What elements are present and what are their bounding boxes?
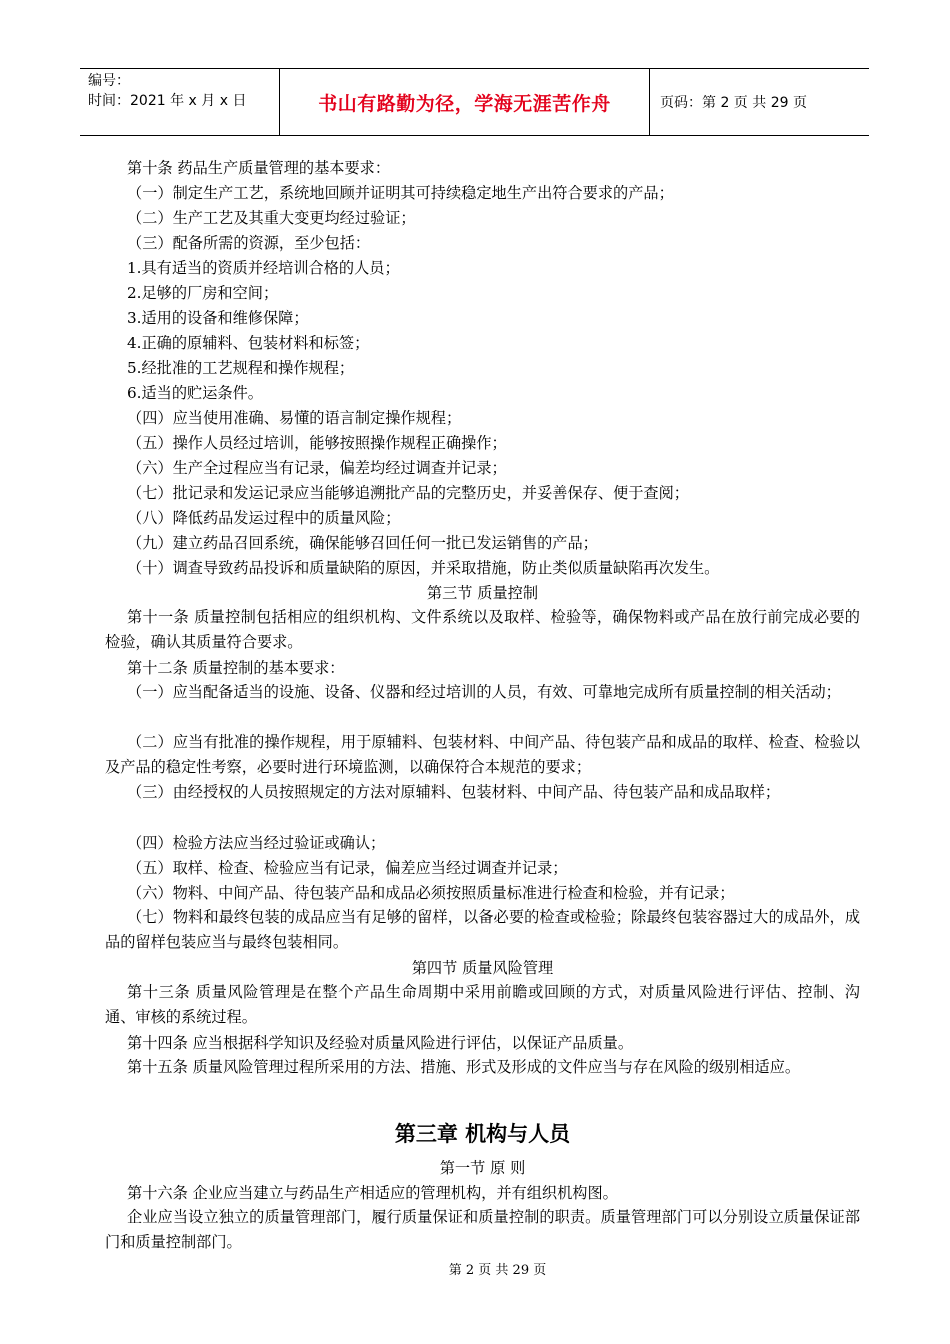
article-12-item-1: （一）应当配备适当的设施、设备、仪器和经过培训的人员，有效、可靠地完成所有质量控制的相关活动； [127,683,841,701]
header-motto: 书山有路勤为径，学海无涯苦作舟 [280,69,650,135]
article-13: 第十三条 质量风险管理是在整个产品生命周期中采用前瞻或回顾的方式，对质量风险进行评估、控制、沟通、审核的系统过程。 [105,983,860,1026]
article-10-item-4: （四）应当使用准确、易懂的语言制定操作规程； [127,409,462,427]
chapter-3-heading: 第三章 机构与人员 [394,1122,571,1146]
article-10-item-7: （七）批记录和发运记录应当能够追溯批产品的完整历史，并妥善保存、便于查阅； [127,484,689,502]
article-12-item-6: （六）物料、中间产品、待包装产品和成品必须按照质量标准进行检查和检验，并有记录； [127,884,735,902]
document-number: 编号： [88,73,130,89]
resource-item-6: 6.适当的贮运条件。 [127,384,263,402]
article-10-item-1: （一）制定生产工艺，系统地回顾并证明其可持续稳定地生产出符合要求的产品； [127,184,674,202]
article-12-item-7: （七）物料和最终包装的成品应当有足够的留样，以备必要的检查或检验；除最终包装容器过大的成品外，成品的留样包装应当与最终包装相同。 [105,908,860,951]
resource-item-4: 4.正确的原辅料、包装材料和标签； [127,334,370,352]
resource-item-3: 3.适用的设备和维修保障； [127,309,309,327]
header-meta [80,69,280,135]
article-15: 第十五条 质量风险管理过程所采用的方法、措施、形式及形成的文件应当与存在风险的级别相适应。 [127,1058,801,1076]
article-16: 第十六条 企业应当建立与药品生产相适应的管理机构，并有组织机构图。 [127,1184,618,1202]
section-1-heading: 第一节 原 则 [439,1159,526,1177]
document-date: 时间：2021 年 x 月 x 日 [88,93,247,109]
article-11: 第十一条 质量控制包括相应的组织机构、文件系统以及取样、检验等，确保物料或产品在放行前完成必要的检验，确认其质量符合要求。 [105,608,860,651]
article-12-item-5: （五）取样、检查、检验应当有记录，偏差应当经过调查并记录； [127,859,568,877]
article-14: 第十四条 应当根据科学知识及经验对质量风险进行评估，以保证产品质量。 [127,1034,634,1052]
page-footer: 第 2 页 共 29 页 [448,1263,547,1278]
page-header [80,68,869,136]
article-12-item-4: （四）检验方法应当经过验证或确认； [127,834,386,852]
section-3-heading: 第三节 质量控制 [426,584,539,602]
article-12-heading: 第十二条 质量控制的基本要求： [127,659,345,677]
header-page-number: 页码：第 2 页 共 29 页 [660,95,807,111]
article-10-item-6: （六）生产全过程应当有记录，偏差均经过调查并记录； [127,459,507,477]
article-10-item-2: （二）生产工艺及其重大变更均经过验证； [127,209,416,227]
article-16-paragraph-2: 企业应当设立独立的质量管理部门，履行质量保证和质量控制的职责。质量管理部门可以分别设立质量保证部门和质量控制部门。 [105,1208,860,1251]
article-12-item-2: （二）应当有批准的操作规程，用于原辅料、包装材料、中间产品、待包装产品和成品的取样、检查、检验以及产品的稳定性考察，必要时进行环境监测，以确保符合本规范的要求； [105,733,860,776]
article-10-item-5: （五）操作人员经过培训，能够按照操作规程正确操作； [127,434,507,452]
resource-item-2: 2.足够的厂房和空间； [127,284,279,302]
article-10-item-3: （三）配备所需的资源，至少包括： [127,234,370,252]
resource-item-5: 5.经批准的工艺规程和操作规程； [127,359,355,377]
article-12-item-3: （三）由经授权的人员按照规定的方法对原辅料、包装材料、中间产品、待包装产品和成品取样； [127,783,781,801]
section-4-heading: 第四节 质量风险管理 [411,959,554,977]
article-10-item-10: （十）调查导致药品投诉和质量缺陷的原因，并采取措施，防止类似质量缺陷再次发生。 [127,559,720,577]
resource-item-1: 1.具有适当的资质并经培训合格的人员； [127,259,400,277]
article-10-heading: 第十条 药品生产质量管理的基本要求： [127,159,391,177]
article-10-item-8: （八）降低药品发运过程中的质量风险； [127,509,401,527]
article-10-item-9: （九）建立药品召回系统，确保能够召回任何一批已发运销售的产品； [127,534,598,552]
